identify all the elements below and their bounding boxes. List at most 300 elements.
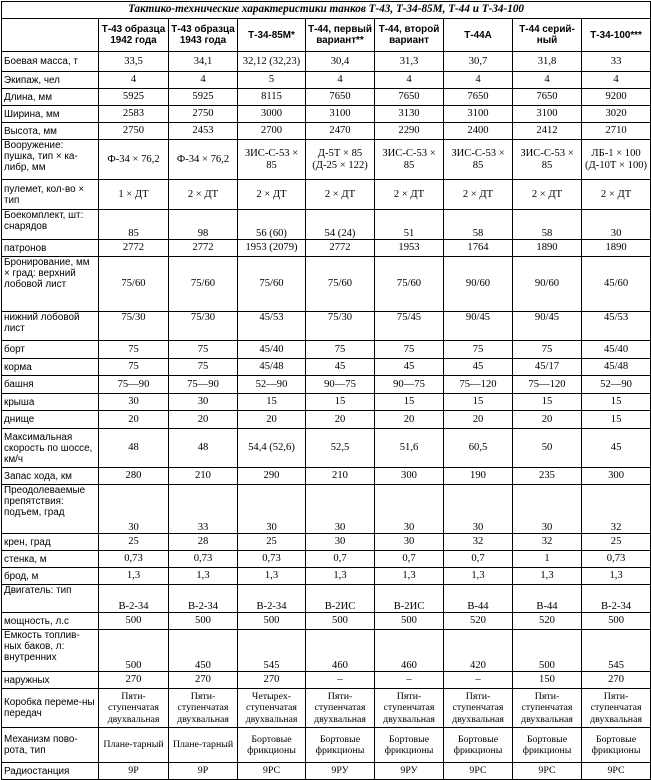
- row-label: Бронирование, мм × град: верхний лобовой лист: [2, 257, 99, 312]
- table-cell: Плане-тарный: [99, 728, 169, 763]
- table-cell: 32: [513, 534, 582, 551]
- table-cell: 520: [444, 613, 513, 630]
- table-cell: 33: [169, 485, 238, 534]
- table-cell: 0,7: [375, 551, 444, 568]
- table-row: [2, 689, 651, 728]
- table-cell: 7650: [306, 89, 375, 106]
- table-cell: В-2-34: [582, 585, 651, 613]
- table-cell: Пяти-ступенчатая двухвальная: [169, 689, 238, 728]
- table-cell: 420: [444, 630, 513, 672]
- table-cell: В-2ИС: [306, 585, 375, 613]
- col-header: Т-43 образца 1942 года: [99, 19, 169, 52]
- table-cell: 280: [99, 468, 169, 485]
- header-row: [2, 19, 651, 52]
- table-cell: 5925: [99, 89, 169, 106]
- table-cell: 33,5: [99, 52, 169, 72]
- table-cell: ЗИС-С-53 × 85: [444, 140, 513, 180]
- table-cell: 9РС: [582, 763, 651, 780]
- table-cell: 500: [99, 613, 169, 630]
- table-cell: 75/60: [169, 257, 238, 312]
- table-cell: 1 × ДТ: [99, 180, 169, 210]
- table-cell: Бортовые фрикционы: [238, 728, 306, 763]
- row-label: Запас хода, км: [2, 468, 99, 485]
- table-cell: 150: [513, 672, 582, 689]
- table-cell: 20: [238, 411, 306, 429]
- table-cell: 290: [238, 468, 306, 485]
- table-row: [2, 394, 651, 411]
- table-row: [2, 672, 651, 689]
- table-cell: 1,3: [375, 568, 444, 585]
- table-cell: 31,3: [375, 52, 444, 72]
- table-cell: В-2-34: [99, 585, 169, 613]
- table-cell: 2 × ДТ: [375, 180, 444, 210]
- table-cell: 270: [582, 672, 651, 689]
- table-row: [2, 140, 651, 180]
- table-cell: 45/40: [238, 341, 306, 359]
- table-cell: 545: [582, 630, 651, 672]
- table-cell: 56 (60): [238, 210, 306, 240]
- table-cell: 60,5: [444, 429, 513, 468]
- table-cell: В-2ИС: [375, 585, 444, 613]
- table-cell: 90/60: [513, 257, 582, 312]
- row-label: наружных: [2, 672, 99, 689]
- table-cell: 270: [169, 672, 238, 689]
- table-cell: 500: [169, 613, 238, 630]
- table-cell: 450: [169, 630, 238, 672]
- table-cell: В-44: [444, 585, 513, 613]
- table-cell: 1,3: [238, 568, 306, 585]
- table-cell: 4: [375, 72, 444, 89]
- table-cell: ЗИС-С-53 × 85: [238, 140, 306, 180]
- table-cell: 0,73: [169, 551, 238, 568]
- table-cell: 4: [513, 72, 582, 89]
- table-cell: 25: [238, 534, 306, 551]
- table-cell: 0,7: [306, 551, 375, 568]
- col-header: Т-34-85М*: [238, 19, 306, 52]
- table-cell: 48: [169, 429, 238, 468]
- table-cell: 2750: [169, 106, 238, 123]
- table-cell: 500: [238, 613, 306, 630]
- table-cell: 90/45: [444, 312, 513, 341]
- row-label: Боекомплект, шт: снарядов: [2, 210, 99, 240]
- row-label: борт: [2, 341, 99, 359]
- table-cell: 3000: [238, 106, 306, 123]
- table-cell: 2 × ДТ: [169, 180, 238, 210]
- row-label: Ширина, мм: [2, 106, 99, 123]
- table-cell: 30,7: [444, 52, 513, 72]
- table-cell: Бортовые фрикционы: [582, 728, 651, 763]
- row-label: Преодолеваемые препятствия: подъем, град: [2, 485, 99, 534]
- table-row: [2, 411, 651, 429]
- table-cell: 1: [513, 551, 582, 568]
- row-label: корма: [2, 359, 99, 376]
- table-cell: 58: [513, 210, 582, 240]
- table-cell: Пяти-ступенчатая двухвальная: [99, 689, 169, 728]
- table-cell: 5: [238, 72, 306, 89]
- table-cell: 52,5: [306, 429, 375, 468]
- table-cell: 90—75: [375, 376, 444, 394]
- table-cell: Плане-тарный: [169, 728, 238, 763]
- table-row: [2, 468, 651, 485]
- table-cell: 2412: [513, 123, 582, 140]
- table-cell: 75—90: [99, 376, 169, 394]
- table-row: [2, 568, 651, 585]
- table-cell: 235: [513, 468, 582, 485]
- table-row: [2, 551, 651, 568]
- table-cell: Ф-34 × 76,2: [99, 140, 169, 180]
- table-cell: 15: [582, 411, 651, 429]
- table-cell: 45/48: [582, 359, 651, 376]
- table-cell: 3100: [444, 106, 513, 123]
- table-cell: 85: [99, 210, 169, 240]
- table-cell: 30: [375, 485, 444, 534]
- row-label: пулемет, кол-во × тип: [2, 180, 99, 210]
- col-header: Т-44, второй вариант: [375, 19, 444, 52]
- table-cell: 32,12 (32,23): [238, 52, 306, 72]
- table-cell: Ф-34 × 76,2: [169, 140, 238, 180]
- col-header: Т-34-100***: [582, 19, 651, 52]
- table-cell: 4: [169, 72, 238, 89]
- table-cell: 15: [375, 394, 444, 411]
- table-row: [2, 534, 651, 551]
- table-cell: –: [306, 672, 375, 689]
- table-cell: 75: [99, 341, 169, 359]
- table-cell: 7650: [513, 89, 582, 106]
- table-cell: 3130: [375, 106, 444, 123]
- table-cell: 500: [375, 613, 444, 630]
- table-cell: 51,6: [375, 429, 444, 468]
- table-cell: 25: [582, 534, 651, 551]
- table-cell: 75/30: [306, 312, 375, 341]
- table-cell: 1764: [444, 240, 513, 257]
- table-cell: 460: [375, 630, 444, 672]
- table-cell: 75/60: [238, 257, 306, 312]
- table-row: [2, 429, 651, 468]
- table-cell: 30: [238, 485, 306, 534]
- table-cell: 2710: [582, 123, 651, 140]
- table-cell: 1,3: [513, 568, 582, 585]
- table-cell: 45/48: [238, 359, 306, 376]
- table-cell: Бортовые фрикционы: [513, 728, 582, 763]
- table-row: [2, 106, 651, 123]
- row-label: Длина, мм: [2, 89, 99, 106]
- table-cell: 75: [306, 341, 375, 359]
- table-cell: Пяти-ступенчатая двухвальная: [306, 689, 375, 728]
- table-cell: 52—90: [582, 376, 651, 394]
- table-cell: 300: [582, 468, 651, 485]
- table-cell: 30: [513, 485, 582, 534]
- table-cell: 30: [306, 485, 375, 534]
- table-cell: 9Р: [169, 763, 238, 780]
- row-label: крыша: [2, 394, 99, 411]
- table-cell: 270: [99, 672, 169, 689]
- table-cell: 51: [375, 210, 444, 240]
- table-cell: 90/45: [513, 312, 582, 341]
- table-cell: Бортовые фрикционы: [306, 728, 375, 763]
- table-cell: 98: [169, 210, 238, 240]
- table-cell: 2 × ДТ: [238, 180, 306, 210]
- table-cell: 1,3: [582, 568, 651, 585]
- table-row: [2, 72, 651, 89]
- row-label: брод, м: [2, 568, 99, 585]
- row-label: стенка, м: [2, 551, 99, 568]
- row-label: Двигатель: тип: [2, 585, 99, 613]
- table-cell: 2 × ДТ: [513, 180, 582, 210]
- table-cell: В-44: [513, 585, 582, 613]
- table-row: [2, 210, 651, 240]
- table-cell: 30: [99, 485, 169, 534]
- table-cell: 2 × ДТ: [306, 180, 375, 210]
- table-cell: 1,3: [169, 568, 238, 585]
- table-row: [2, 376, 651, 394]
- table-cell: 45/53: [582, 312, 651, 341]
- table-cell: 20: [99, 411, 169, 429]
- table-cell: 75—120: [444, 376, 513, 394]
- row-label: башня: [2, 376, 99, 394]
- table-cell: ЗИС-С-53 × 85: [375, 140, 444, 180]
- table-cell: 45: [444, 359, 513, 376]
- table-cell: 75: [375, 341, 444, 359]
- row-label: Емкость топлив-ных баков, л: внутренних: [2, 630, 99, 672]
- table-cell: 300: [375, 468, 444, 485]
- table-cell: 31,8: [513, 52, 582, 72]
- table-cell: 15: [513, 394, 582, 411]
- table-cell: 2 × ДТ: [444, 180, 513, 210]
- table-cell: 20: [306, 411, 375, 429]
- table-cell: 75/60: [306, 257, 375, 312]
- table-cell: –: [375, 672, 444, 689]
- table-cell: 30: [582, 210, 651, 240]
- table-cell: 54 (24): [306, 210, 375, 240]
- table-row: [2, 240, 651, 257]
- table-cell: Четырех-ступенчатая двухвальная: [238, 689, 306, 728]
- table-cell: ЗИС-С-53 × 85: [513, 140, 582, 180]
- table-cell: 0,73: [238, 551, 306, 568]
- table-cell: 500: [513, 630, 582, 672]
- row-label: Экипаж, чел: [2, 72, 99, 89]
- table-cell: 58: [444, 210, 513, 240]
- table-cell: 520: [513, 613, 582, 630]
- table-cell: 20: [375, 411, 444, 429]
- table-cell: Бортовые фрикционы: [444, 728, 513, 763]
- row-label: Вооружение: пушка, тип × ка-либр, мм: [2, 140, 99, 180]
- table-cell: 45/17: [513, 359, 582, 376]
- spec-table: [1, 1, 651, 780]
- table-cell: 9РУ: [306, 763, 375, 780]
- row-label: Коробка переме-ны передач: [2, 689, 99, 728]
- table-cell: 460: [306, 630, 375, 672]
- table-cell: 1890: [513, 240, 582, 257]
- table-cell: 1953: [375, 240, 444, 257]
- table-row: [2, 585, 651, 613]
- table-cell: 3100: [513, 106, 582, 123]
- table-cell: 1890: [582, 240, 651, 257]
- table-cell: 75/60: [375, 257, 444, 312]
- table-cell: Пяти-ступенчатая двухвальная: [444, 689, 513, 728]
- table-cell: 2750: [99, 123, 169, 140]
- table-cell: 2470: [306, 123, 375, 140]
- table-cell: 9РС: [513, 763, 582, 780]
- col-header: Т-43 образца 1943 года: [169, 19, 238, 52]
- table-cell: 33: [582, 52, 651, 72]
- table-cell: 0,73: [582, 551, 651, 568]
- table-cell: 9РУ: [375, 763, 444, 780]
- table-cell: 50: [513, 429, 582, 468]
- table-cell: 500: [306, 613, 375, 630]
- table-cell: 75: [169, 341, 238, 359]
- table-row: [2, 613, 651, 630]
- table-cell: 2290: [375, 123, 444, 140]
- row-label: патронов: [2, 240, 99, 257]
- table-cell: –: [444, 672, 513, 689]
- table-cell: 2583: [99, 106, 169, 123]
- table-cell: ЛБ-1 × 100 (Д-10Т × 100): [582, 140, 651, 180]
- table-cell: 28: [169, 534, 238, 551]
- table-cell: 45: [582, 429, 651, 468]
- table-cell: 75: [99, 359, 169, 376]
- table-cell: 1953 (2079): [238, 240, 306, 257]
- table-row: [2, 52, 651, 72]
- table-row: [2, 763, 651, 780]
- table-cell: 75/45: [375, 312, 444, 341]
- table-cell: 75/60: [99, 257, 169, 312]
- table-cell: 2400: [444, 123, 513, 140]
- table-cell: В-2-34: [238, 585, 306, 613]
- table-cell: 0,7: [444, 551, 513, 568]
- table-cell: 2 × ДТ: [582, 180, 651, 210]
- table-cell: 30: [306, 534, 375, 551]
- table-cell: 3020: [582, 106, 651, 123]
- table-cell: 32: [444, 534, 513, 551]
- table-cell: 270: [238, 672, 306, 689]
- table-cell: 15: [306, 394, 375, 411]
- table-cell: 2772: [99, 240, 169, 257]
- table-cell: 30: [169, 394, 238, 411]
- row-label: Радиостанция: [2, 763, 99, 780]
- table-row: [2, 89, 651, 106]
- table-cell: 4: [444, 72, 513, 89]
- row-label: днище: [2, 411, 99, 429]
- table-cell: 3100: [306, 106, 375, 123]
- table-cell: 15: [444, 394, 513, 411]
- row-label: мощность, л.с: [2, 613, 99, 630]
- table-row: [2, 180, 651, 210]
- table-cell: 190: [444, 468, 513, 485]
- table-cell: 500: [582, 613, 651, 630]
- table-cell: Пяти-ступенчатая двухвальная: [375, 689, 444, 728]
- table-cell: 25: [99, 534, 169, 551]
- table-cell: 75: [169, 359, 238, 376]
- table-cell: 545: [238, 630, 306, 672]
- table-cell: 45: [375, 359, 444, 376]
- table-cell: 7650: [375, 89, 444, 106]
- table-cell: 45: [306, 359, 375, 376]
- table-cell: 75—90: [169, 376, 238, 394]
- table-cell: 4: [582, 72, 651, 89]
- table-cell: 90/60: [444, 257, 513, 312]
- table-cell: 2772: [306, 240, 375, 257]
- row-label: Механизм пово-рота, тип: [2, 728, 99, 763]
- table-cell: 20: [169, 411, 238, 429]
- table-cell: 9РС: [444, 763, 513, 780]
- table-cell: 1,3: [99, 568, 169, 585]
- table-cell: 2772: [169, 240, 238, 257]
- row-label: Боевая масса, т: [2, 52, 99, 72]
- table-cell: 1,3: [444, 568, 513, 585]
- table-cell: 1,3: [306, 568, 375, 585]
- table-title: Тактико-технические характеристики танков Т-43, Т-34-85М, Т-44 и Т-34-100: [2, 2, 651, 19]
- table-cell: 500: [99, 630, 169, 672]
- table-row: [2, 485, 651, 534]
- table-row: [2, 630, 651, 672]
- table-cell: 2700: [238, 123, 306, 140]
- table-cell: 210: [169, 468, 238, 485]
- table-cell: Пяти-ступенчатая двухвальная: [582, 689, 651, 728]
- row-label: крен, град: [2, 534, 99, 551]
- table-cell: 30,4: [306, 52, 375, 72]
- table-cell: 32: [582, 485, 651, 534]
- table-row: [2, 312, 651, 341]
- table-cell: 34,1: [169, 52, 238, 72]
- row-label: Высота, мм: [2, 123, 99, 140]
- table-cell: 75: [513, 341, 582, 359]
- table-cell: 30: [375, 534, 444, 551]
- table-cell: 8115: [238, 89, 306, 106]
- table-row: [2, 341, 651, 359]
- table-cell: 7650: [444, 89, 513, 106]
- table-cell: 75/30: [169, 312, 238, 341]
- table-cell: 4: [99, 72, 169, 89]
- table-cell: 30: [99, 394, 169, 411]
- table-cell: 9РС: [238, 763, 306, 780]
- col-header: Т-44 серий-ный: [513, 19, 582, 52]
- table-cell: 90—75: [306, 376, 375, 394]
- table-row: [2, 728, 651, 763]
- table-cell: 45/40: [582, 341, 651, 359]
- table-row: [2, 257, 651, 312]
- table-cell: 48: [99, 429, 169, 468]
- table-cell: 9200: [582, 89, 651, 106]
- col-header: Т-44, первый вариант**: [306, 19, 375, 52]
- table-row: [2, 359, 651, 376]
- table-cell: 30: [444, 485, 513, 534]
- table-cell: 210: [306, 468, 375, 485]
- table-cell: 2453: [169, 123, 238, 140]
- table-cell: 0,73: [99, 551, 169, 568]
- table-cell: 45/60: [582, 257, 651, 312]
- row-label: нижний лобовой лист: [2, 312, 99, 341]
- table-cell: Бортовые фрикционы: [375, 728, 444, 763]
- table-cell: 54,4 (52,6): [238, 429, 306, 468]
- table-cell: 20: [513, 411, 582, 429]
- table-cell: 75/30: [99, 312, 169, 341]
- table-cell: Пяти-ступенчатая двухвальная: [513, 689, 582, 728]
- col-header: Т-44А: [444, 19, 513, 52]
- row-label: Максимальная скорость по шоссе, км/ч: [2, 429, 99, 468]
- table-cell: 4: [306, 72, 375, 89]
- table-cell: Д-5Т × 85 (Д-25 × 122): [306, 140, 375, 180]
- table-cell: 15: [238, 394, 306, 411]
- table-cell: В-2-34: [169, 585, 238, 613]
- header-corner: [2, 19, 99, 52]
- table-cell: 75—120: [513, 376, 582, 394]
- table-cell: 52—90: [238, 376, 306, 394]
- table-cell: 5925: [169, 89, 238, 106]
- table-cell: 9Р: [99, 763, 169, 780]
- table-cell: 20: [444, 411, 513, 429]
- table-cell: 75: [444, 341, 513, 359]
- table-cell: 15: [582, 394, 651, 411]
